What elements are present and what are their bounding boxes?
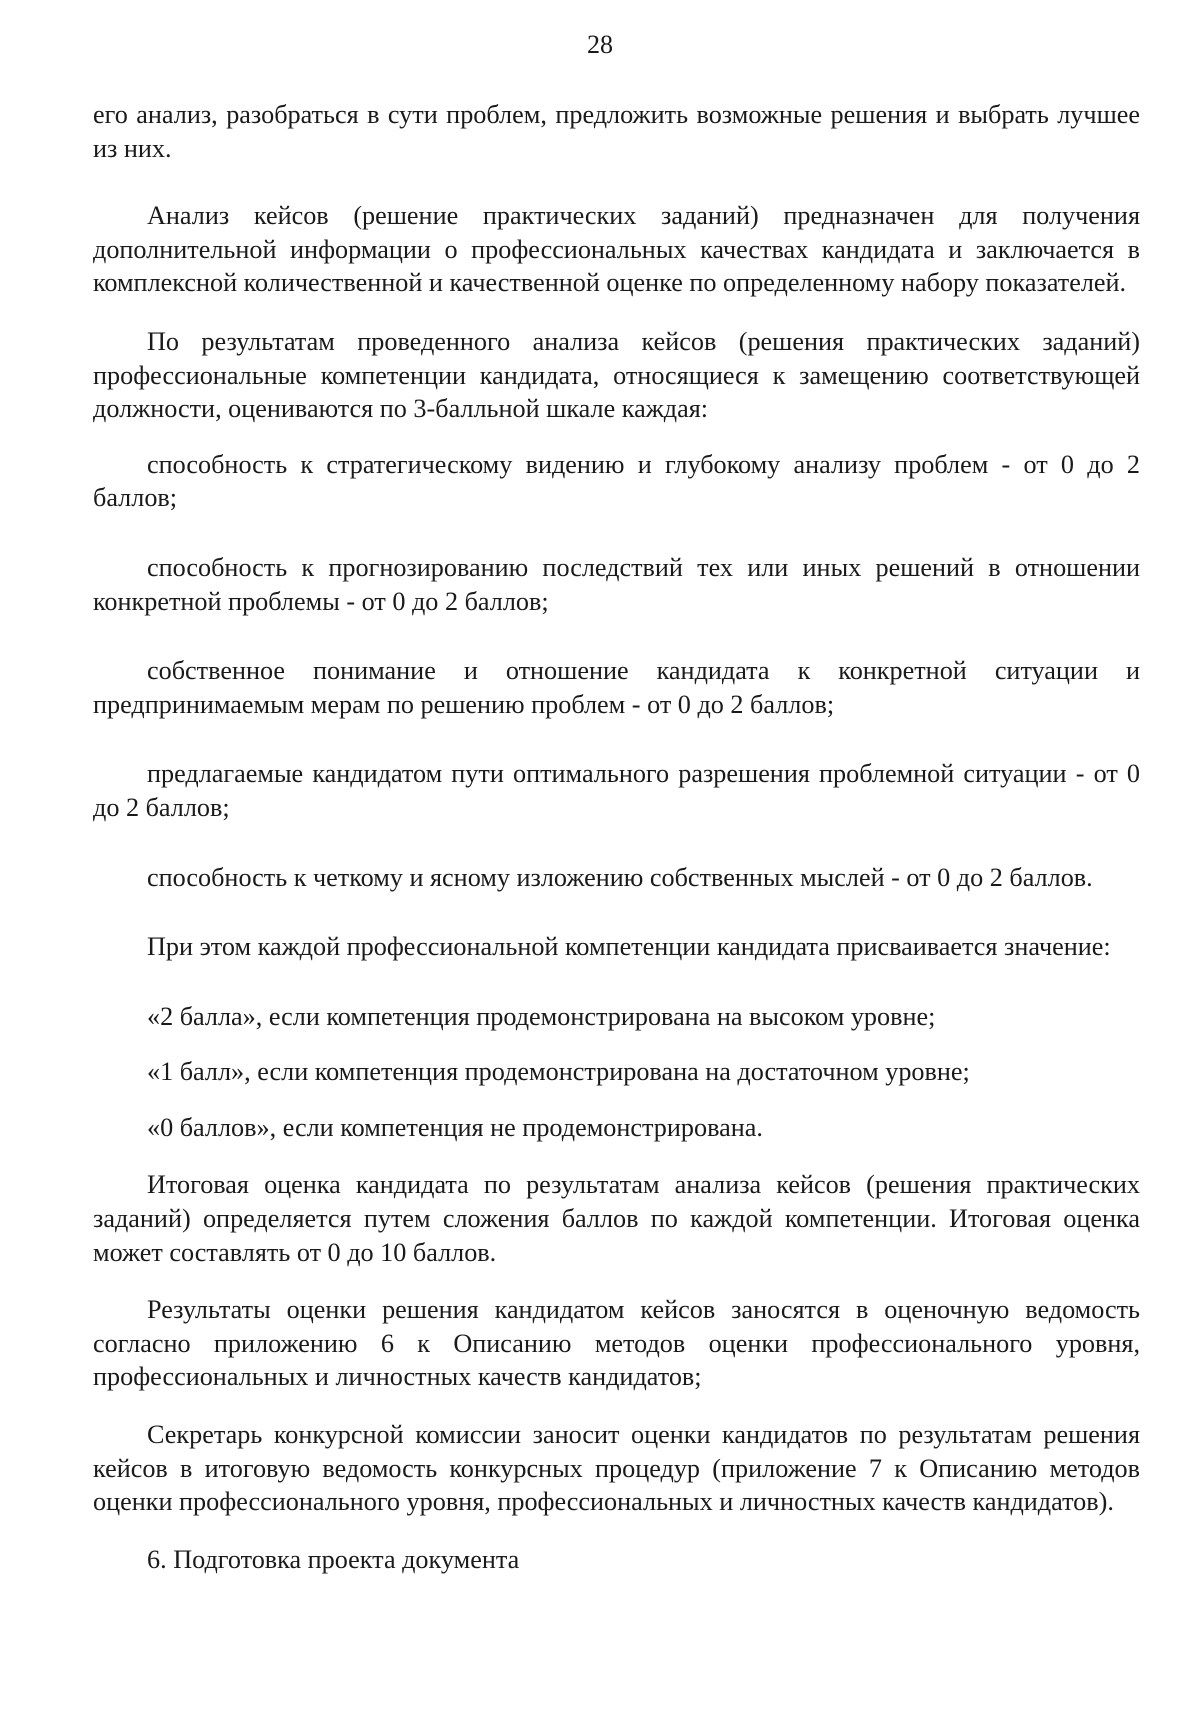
list-item-own-understanding: собственное понимание и отношение кандидата к конкретной ситуации и предпринимаемым мерам по решению проблем - от 0 до 2 баллов; (93, 656, 1140, 719)
page-number: 28 (587, 30, 613, 59)
document-body (93, 98, 1140, 1576)
list-item-strategic-vision: способность к стратегическому видению и глубокому анализу проблем - от 0 до 2 баллов; (93, 449, 1140, 513)
list-item-forecasting: способность к прогнозированию последствий тех или иных решений в отношении конкретной проблемы - от 0 до 2 баллов; (93, 552, 1140, 616)
paragraph-value-assignment: При этом каждой профессиональной компетенции кандидата присваивается значение: (147, 932, 1111, 962)
paragraph-final-score: Итоговая оценка кандидата по результатам анализа кейсов (решения практических заданий) определяется путем сложения баллов по каждой компетенции. Итоговая оценка может составлять от 0 до 10 баллов. (93, 1170, 1140, 1267)
score-item-1-point: «1 балл», если компетенция продемонстрирована на достаточном уровне; (147, 1057, 970, 1087)
list-item-clear-expression: способность к четкому и ясному изложению собственных мыслей - от 0 до 2 баллов. (147, 862, 1093, 892)
paragraph-secretary: Секретарь конкурсной комиссии заносит оценки кандидатов по результатам решения кейсов в итоговую ведомость конкурсных процедур (приложение 7 к Описанию методов оценки профессионального уровня, профессиональных и личностных качеств кандидатов). (93, 1420, 1140, 1517)
section-heading-document-prep: 6. Подготовка проекта документа (147, 1544, 520, 1574)
score-item-2-points: «2 балла», если компетенция продемонстрирована на высоком уровне; (147, 1001, 936, 1031)
score-item-0-points: «0 баллов», если компетенция не продемонстрирована. (147, 1112, 763, 1142)
paragraph-continuation: его анализ, разобраться в сути проблем, предложить возможные решения и выбрать лучшее из них. (93, 100, 1140, 163)
paragraph-assessment-sheet: Результаты оценки решения кандидатом кейсов заносятся в оценочную ведомость согласно приложению 6 к Описанию методов оценки профессионального уровня, профессиональных и личностных качеств кандидатов; (93, 1295, 1140, 1392)
paragraph-case-analysis: Анализ кейсов (решение практических заданий) предназначен для получения дополнительной информации о профессиональных качествах кандидата и заключается в комплексной количественной и качественной оценке по определенному набору показателей. (93, 201, 1140, 298)
paragraph-results-scale: По результатам проведенного анализа кейсов (решения практических заданий) профессиональные компетенции кандидата, относящиеся к замещению соответствующей должности, оцениваются по 3-балльной шкале каждая: (93, 326, 1140, 424)
list-item-proposed-solutions: предлагаемые кандидатом пути оптимального разрешения проблемной ситуации - от 0 до 2 баллов; (93, 759, 1140, 822)
